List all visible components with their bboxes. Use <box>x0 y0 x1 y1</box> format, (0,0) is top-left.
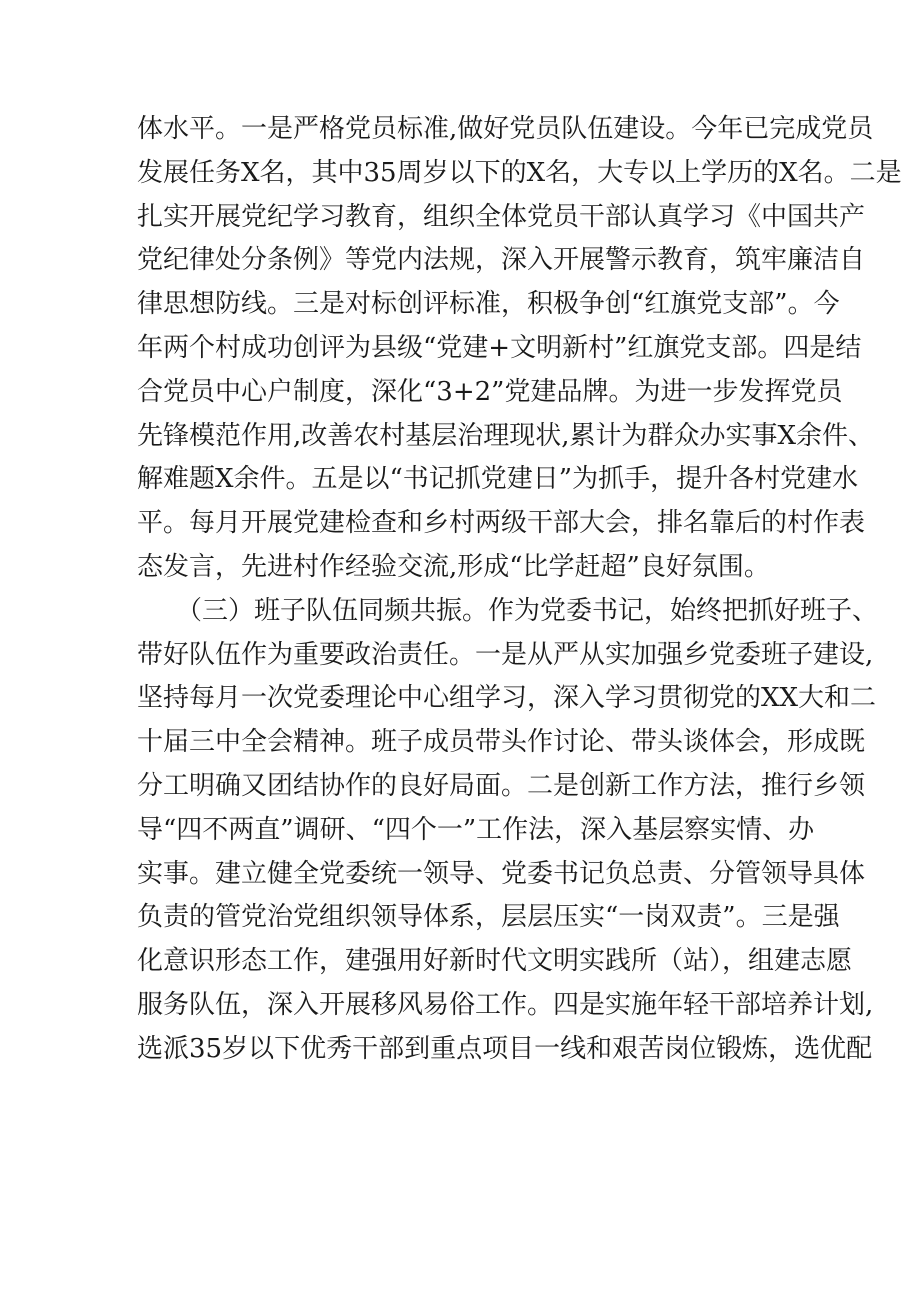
section-heading-line: （三）班子队伍同频共振。作为党委书记，始终把抓好班子、 <box>137 595 879 626</box>
text-line: 服务队伍，深入开展移风易俗工作。四是实施年轻干部培养计划, <box>137 989 874 1020</box>
text-line: 律思想防线。三是对标创评标准，积极争创“红旗党支部”。今 <box>137 289 840 320</box>
text-line: 平。每月开展党建检查和乡村两级干部大会，排名靠后的村作表 <box>137 508 866 539</box>
text-line: 体水平。一是严格党员标准,做好党员队伍建设。今年已完成党员 <box>137 114 874 144</box>
text-line: 先锋模范作用,改善农村基层治理现状,累计为群众办实事X余件、 <box>137 420 875 451</box>
text-line: 带好队伍作为重要政治责任。一是从严从实加强乡党委班子建设, <box>137 639 874 670</box>
text-line: 解难题X余件。五是以“书记抓党建日”为抓手，提升各村党建水 <box>137 464 859 495</box>
text-line: 选派35岁以下优秀干部到重点项目一线和艰苦岗位锻炼，选优配 <box>137 1033 873 1064</box>
text-line: 党纪律处分条例》等党内法规，深入开展警示教育，筑牢廉洁自 <box>137 245 866 276</box>
text-line: 坚持每月一次党委理论中心组学习，深入学习贯彻党的XX大和二 <box>137 683 877 714</box>
text-line: 年两个村成功创评为县级“党建+文明新村”红旗党支部。四是结 <box>137 332 862 363</box>
paragraph-end-line: 态发言，先进村作经验交流,形成“比学赶超”良好氛围。 <box>137 551 770 582</box>
text-line: 十届三中全会精神。班子成员带头作讨论、带头谈体会，形成既 <box>137 727 866 758</box>
body-text <box>137 108 902 1072</box>
text-line: 实事。建立健全党委统一领导、党委书记负总责、分管领导具体 <box>137 858 866 889</box>
text-line: 导“四不两直”调研、“四个一”工作法，深入基层察实情、办 <box>137 814 815 845</box>
text-line: 合党员中心户制度，深化“3+2”党建品牌。为进一步发挥党员 <box>137 376 843 407</box>
text-line: 化意识形态工作，建强用好新时代文明实践所（站），组建志愿 <box>137 946 853 977</box>
text-line: 扎实开展党纪学习教育，组织全体党员干部认真学习《中国共产 <box>137 201 866 232</box>
text-line: 分工明确又团结协作的良好局面。二是创新工作方法，推行乡领 <box>137 770 866 801</box>
text-line: 发展任务X名，其中35周岁以下的X名，大专以上学历的X名。二是 <box>137 157 902 188</box>
text-line: 负责的管党治党组织领导体系，层层压实“一岗双责”。三是强 <box>137 902 840 933</box>
